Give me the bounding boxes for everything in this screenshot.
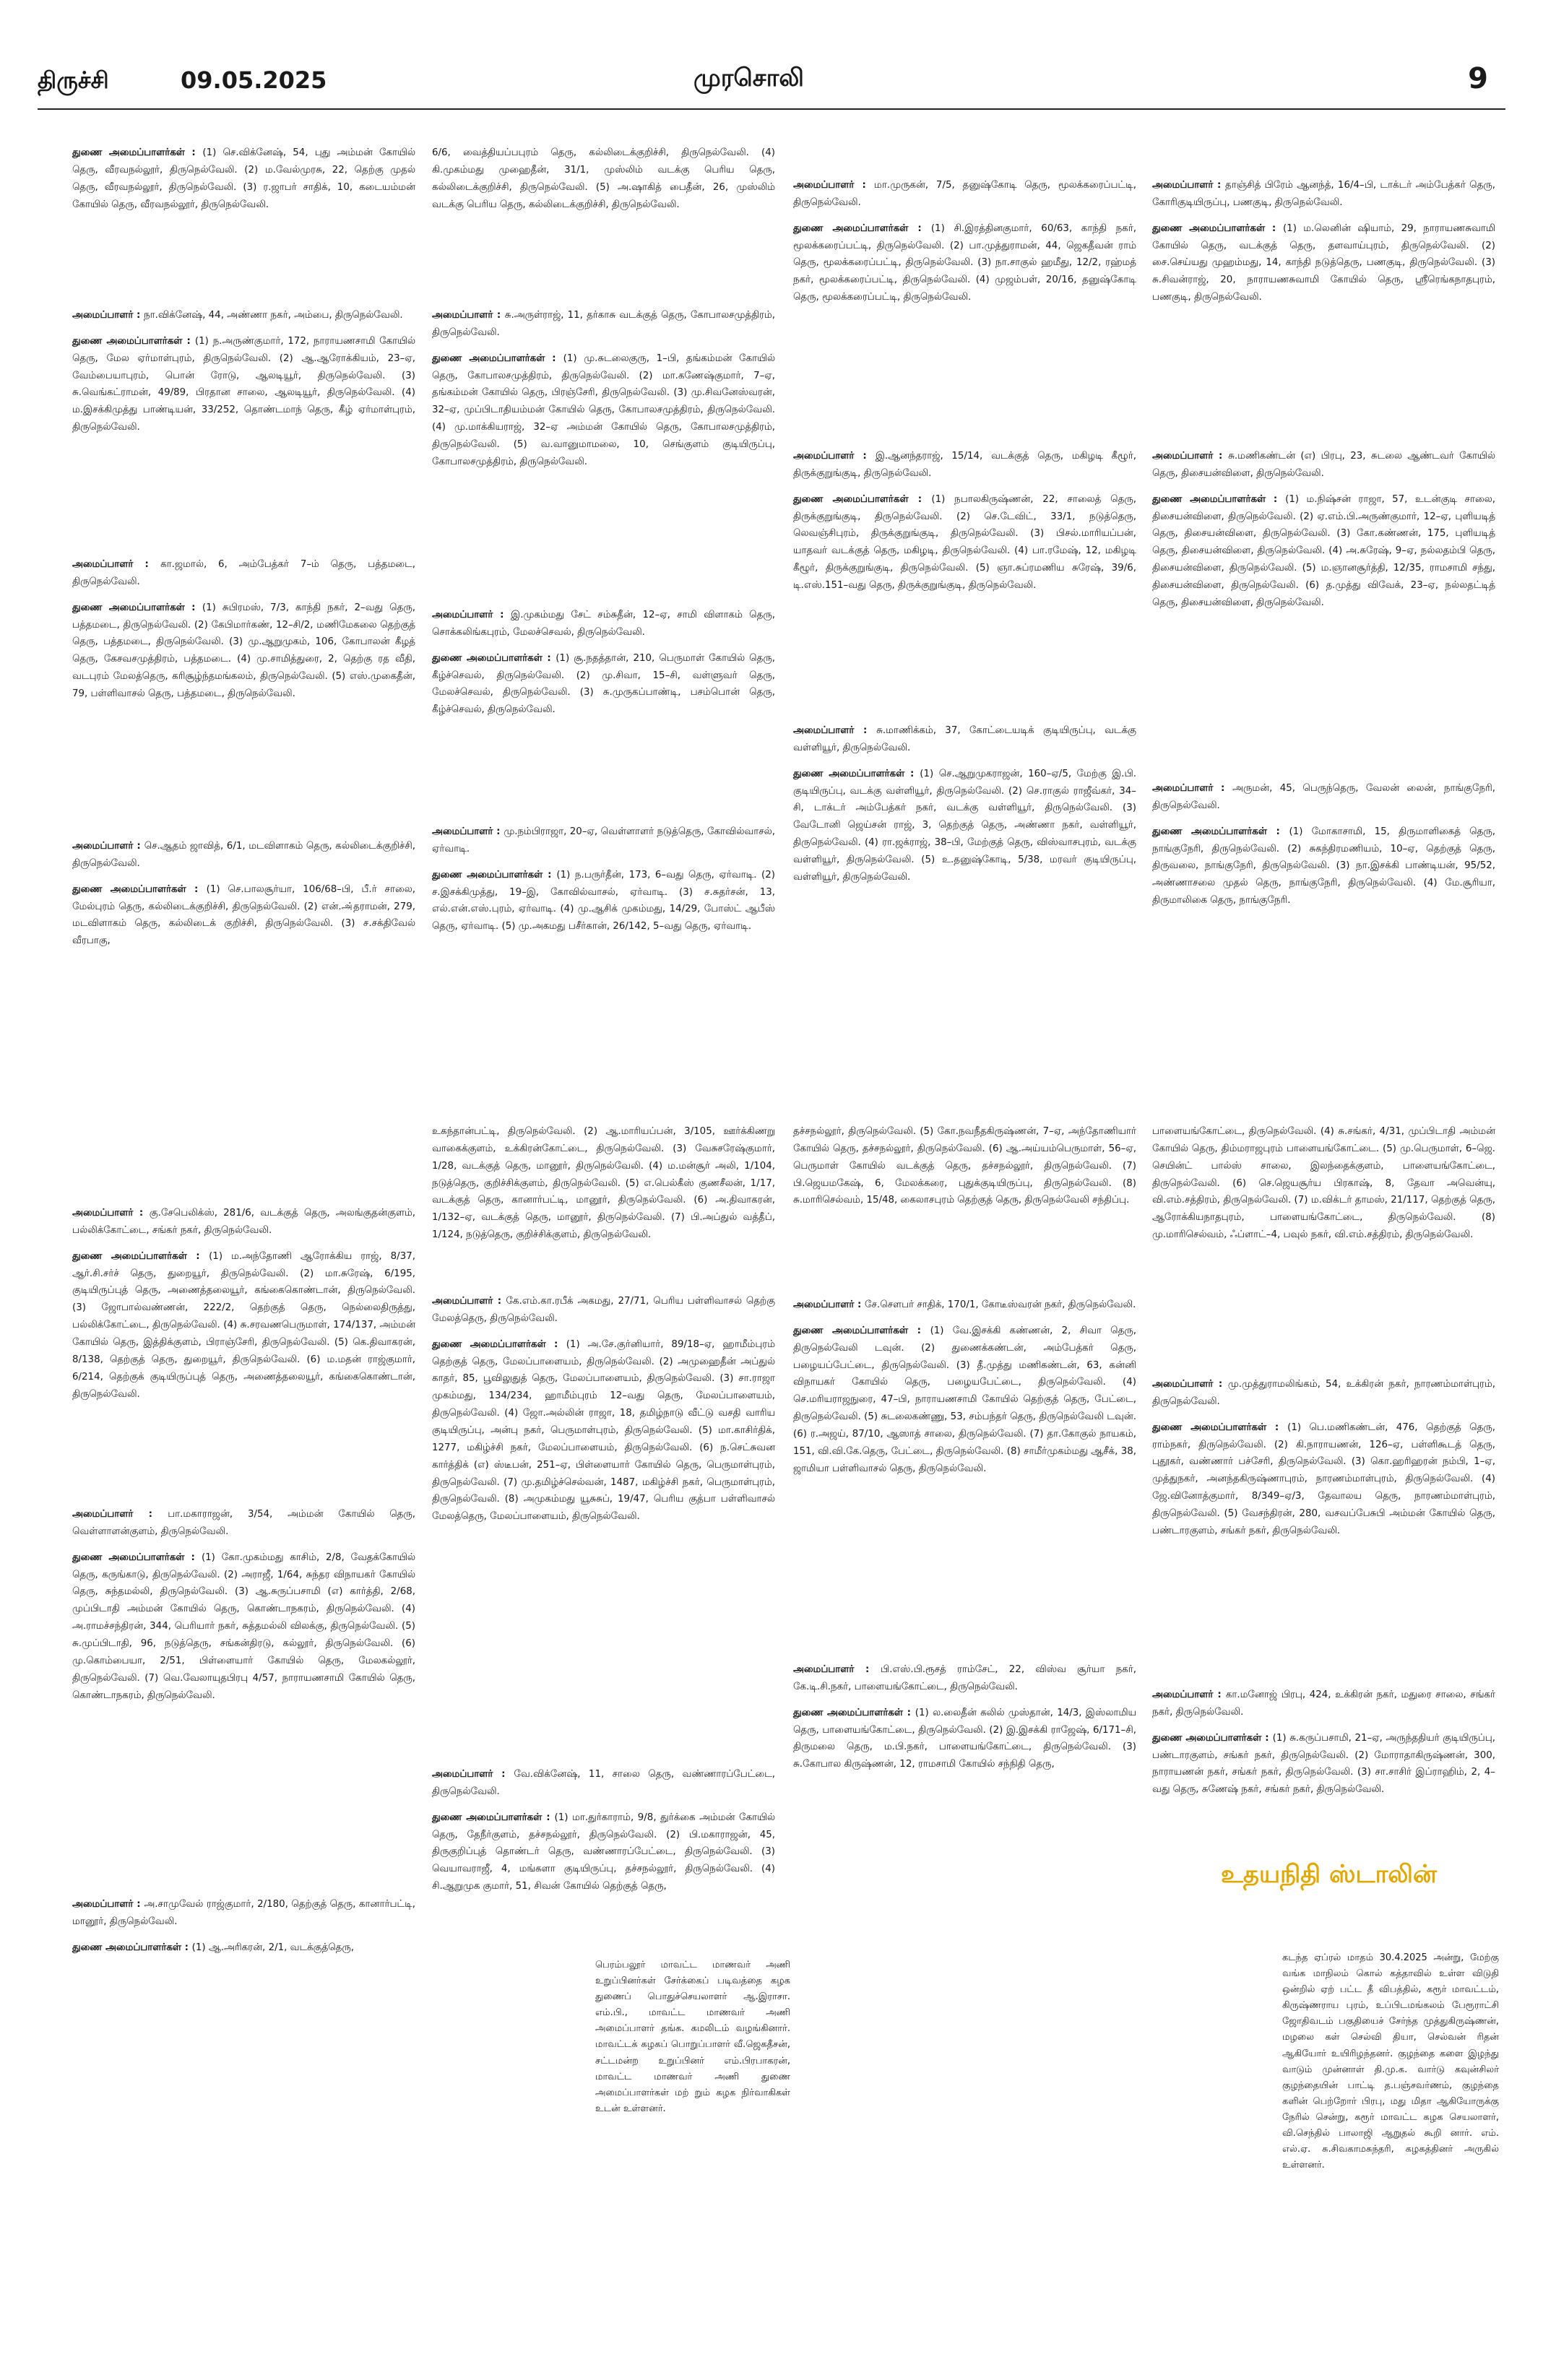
deputy-names: 6/6, வைத்தியப்பபுரம் தெரு, கல்லிடைக்குறிச்சி, திருநெல்வேலி. (4) கி.முகம்மது முஹைதீன், 31/1, முஸ்லிம் வடக்கு பெரிய தெரு, கல்லிடைக்குறிச்சி, திருநெல்வேலி. (5) அ.ஷாகித் பைதீன், 26, முஸ்லிம் வடக்கு பெரிய தெரு, கல்லிடைக்குறிச்சி, திருநெல்வேலி. <box>432 147 775 210</box>
deputy-label: துணை அமைப்பாளர்கள் : <box>793 1325 930 1336</box>
appointment-block <box>432 1293 775 1534</box>
appointment-block <box>432 307 775 480</box>
deputy-label: துணை அமைப்பாளர்கள் : <box>432 352 563 364</box>
deputy-entry <box>432 1123 775 1244</box>
appointment-block <box>793 722 1136 895</box>
deputy-label: துணை அமைப்பாளர்கள் : <box>793 1707 915 1718</box>
organizer-label: அமைப்பாளர் : <box>72 1899 144 1910</box>
deputy-names: (1) ம.அந்தோணி ஆரோக்கிய ராஜ், 8/37, ஆர்.சி.சர்ச் தெரு, துறையூர், திருநெல்வேலி. (2) மா.சுரேஷ், 6/195, குடியிருப்புத் தெரு, அணைத்தலையூர், கங்கைகொண்டான், திருநெல்வேலி. (3) ஜோபால்வண்ணன், 222/2, தெற்குத் தெரு, நெல்லைதிருத்து, பல்லிக்கோட்டை, திருநெல்வேலி. (4) சு.சரவணபெருமாள், 174/137, அம்மன் கோயில் தெரு, இத்திக்குளம், பிராஞ்சேரி, திருநெல்வேலி. (5) கெ.திவாகரன், 8/138, தெற்குத் தெரு, துறையூர், திருநெல்வேலி. (6) ம.மதன் ராஜ்குமார், 6/214, தெற்குக் குடியிருப்புத் தெரு, அணைத்தலையூர், கங்கைகொண்டான், திருநெல்வேலி. <box>72 1250 415 1400</box>
organizer-entry <box>432 823 775 858</box>
page-number: 9 <box>1468 62 1488 95</box>
organizer-label: அமைப்பாளர் : <box>1152 783 1233 794</box>
appointment-block <box>72 1506 415 1713</box>
appointment-block <box>793 1297 1136 1487</box>
deputy-entry <box>432 144 775 213</box>
deputy-label: துணை அமைப்பாளர்கள் : <box>1152 826 1289 837</box>
deputy-label: துணை அமைப்பாளர்கள் : <box>72 883 207 895</box>
edition-date: 09.05.2025 <box>181 66 327 94</box>
appointment-block <box>432 823 775 944</box>
organizer-entry <box>72 556 415 591</box>
organizer-label: அமைப்பாளர் : <box>793 1664 881 1675</box>
appointment-block <box>432 1123 775 1252</box>
deputy-names: (1) மா.துர்காராம், 9/8, துர்க்கை அம்மன் கோயில் தெரு, தேநீர்குளம், தச்சநல்லூர், திருநெல்வேலி. (2) பி.மகாராஜன், 45, திருகுறிப்புத் தொண்டர் தெரு, வண்ணாரப்பேட்டை, திருநெல்வேலி. (3) வெயாவராஜீ, 4, மங்களா குடியிருப்பு, தச்சநல்லூர், திருநெல்வேலி. (4) சி.ஆறுமுக குமார், 51, சிவன் கோயில் தெற்குத் தெரு, <box>432 1812 775 1892</box>
deputy-names: (1) ம.நிஷ்சன் ராஜா, 57, உடன்குடி சாலை, திசையன்விளை, திருநெல்வேலி. (2) ஏ.எம்.பி.அருண்குமார், 12–ஏ, புளியடித் தெரு, திசையன்விளை, திருநெல்வேலி. (3) கோ.கண்ணன், 175, புளியடித் தெரு, திசையன்விளை, திருநெல்வேலி. (4) அ.சுரேஷ், 9–ஏ, நல்லதம்பி தெரு, திசையன்விளை, திருநெல்வேலி. (5) ம.ஞானசூர்த்தி, 12/35, ராமசாமி சந்து, திசையன்விளை, திருநெல்வேலி. (6) த.முத்து விவேக், 23–ஏ, நல்லதட்டித் தெரு, திசையன்விளை, திருநெல்வேலி. <box>1152 493 1495 608</box>
deputy-entry <box>72 1939 415 1957</box>
appointment-block <box>793 1661 1136 1782</box>
deputy-entry <box>72 333 415 436</box>
deputy-names: (1) ல.லைதீன் கலில் முஸ்தான், 14/3, இஸ்லாமிய தெரு, பாளையங்கோட்டை, திருநெல்வேலி. (2) இ.இசக்கி ராஜேஷ், 6/171–சி, திருமலை தெரு, ம.பி.நகர், பாளையங்கோட்டை, திருநெல்வேலி. (3) சு.கோபால கிருஷ்ணன், 12, ராமசாமி கோயில் சந்நிதி தெரு, <box>793 1707 1136 1770</box>
organizer-label: அமைப்பாளர் : <box>432 1296 506 1307</box>
deputy-entry <box>72 1549 415 1705</box>
deputy-names: பாளையங்கோட்டை, திருநெல்வேலி. (4) சு.சங்கர், 4/31, முப்பிடாதி அம்மன் கோயில் தெரு, திம்மராஜபுரம் பாளையங்கோட்டை. (5) மு.பெருமாள், 6–ஜெ. செயின்ட் பால்ஸ் சாலை, இலந்தைக்குளம், பாளையங்கோட்டை, திருநெல்வேலி. (6) செ.ஜெயசூர்ய பிரகாஷ், 8, தேவா அவென்யு, வி.எம்.சத்திரம், திருநெல்வேலி. (7) ம.விக்டர் தாமஸ், 21/117, தெற்குத் தெரு, ஆரோக்கியநாதபுரம், பாளையங்கோட்டை, திருநெல்வேலி. (8) மு.மாரிசெல்வம், ஃப்ளாட்–4, பவுல் நகர், வி.எம்.சத்திரம், திருநெல்வேலி. <box>1152 1126 1495 1241</box>
organizer-name: நா.விக்னேஷ், 44, அண்ணா நகர், அம்பை, திருநெல்வேலி. <box>144 310 403 321</box>
appointment-block <box>432 144 775 222</box>
deputy-entry <box>72 600 415 703</box>
photo-caption-karur: கடந்த ஏப்ரல் மாதம் 30.4.2025 அன்று, மேற்கு வங்க மாநிலம் கொல் கத்தாவில் உள்ள விடுதி ஒன்றில் ஏற் பட்ட தீ விபத்தில், கரூர் மாவட்டம், கிருஷ்ணராய புரம், உப்பிடமங்கலம் பேரூராட்சி ஜோதிவடம் பகுதியைச் சேர்ந்த முத்துகிருஷ்ணன், மழலை கள் செல்வி தியா, செல்வன் ரிதன் ஆகியோர் உயிரிழந்தனர். குழந்தை களை இழந்து வாடும் முன்னாள் தி.மு.க. வார்டு கவுன்சிலர் குழந்தையின் பாட்டி த.பஞ்சவர்ணம், குழந்தை களின் பெற்றோர் பிரபு, மது மிதா ஆகியோருக்கு நேரில் சென்று, கரூர் மாவட்ட கழக செயலாளர், வி.செந்தில் பாலாஜி ஆறுதல் கூறி னார். எம். எல்.ஏ. சு.சிவகாமசுந்தரி, கழகத்தினர் அருகில் உள்ளனர். <box>1282 1952 1499 2171</box>
appointment-block <box>72 1205 415 1411</box>
deputy-names: (1) வே.இசக்கி கண்ணன், 2, சிவா தெரு, திருநெல்வேலி டவுன். (2) துணைக்கண்டன், அம்பேத்கர் தெரு, பழையப்பேட்டை, திருநெல்வேலி. (3) தீ.முத்து மணிகண்டன், 63, கன்னி விநாயகர் கோயில் தெரு, பழையபேட்டை, திருநெல்வேலி. (4) செ.மரியராஜநுரை, 47–பி, நாராயணசாமி கோயில் தெற்குத் தெரு, பேட்டை, திருநெல்வேலி. (5) சுடலைகண்ணு, 53, சம்பந்தர் தெரு, திருநெல்வேலி டவுன். (6) ர.அஜய், 87/10, ஆஸாத் சாலை, திருநெல்வேலி. (7) தா.கோகுல் நாயகம், 151, வி.வி.கே.தெரு, பேட்டை, திருநெல்வேலி. (8) சாமீர்முகம்மது ஆசீக், 38, ஜாமியா பள்ளிவாசல் தெரு, திருநெல்வேலி. <box>793 1325 1136 1474</box>
appointment-block <box>1152 780 1495 918</box>
organizer-name: சே.சௌபர் சாதிக், 170/1, கோடீஸ்வரன் நகர், திருநெல்வேலி. <box>865 1299 1136 1310</box>
deputy-label: துணை அமைப்பாளர்கள் : <box>793 768 920 779</box>
organizer-entry <box>1152 1376 1495 1411</box>
deputy-label: துணை அமைப்பாளர்கள் : <box>793 493 932 505</box>
deputy-label: துணை அமைப்பாளர்கள் : <box>1152 1421 1288 1433</box>
deputy-names: (1) மோகாசாமி, 15, திருமாளிகைத் தெரு, நாங்குநேரி, திருநெல்வேலி. (2) சுகந்திரமணியம், 10–ஏ, தெற்குத் தெரு, திருவலை, நாங்குநேரி, திருநெல்வேலி. (3) நா.இசக்கி பாண்டியன், 95/52, அண்ணாசலை முதல் தெரு, நாங்குநேரி, திருநெல்வேலி. (4) மே.சூரியா, திருமாலிகை தெரு, நாங்குநேரி. <box>1152 826 1495 906</box>
appointment-block <box>72 144 415 222</box>
deputy-entry <box>432 867 775 935</box>
appointment-block <box>793 1123 1136 1218</box>
deputy-names: தச்சநல்லூர், திருநெல்வேலி. (5) கோ.நவநீதகிருஷ்ணன், 7–ஏ, அந்தோணியார் கோயில் தெரு, தச்சநல்லூர், திருநெல்வேலி. (6) ஆ.அய்யம்பெருமாள், 56–ஏ, பெருமாள் கோயில் வடக்குத் தெரு, தச்சநல்லூர், திருநெல்வேலி. (7) பி.ஜெயமகேஷ், 6, மேலக்கரை, புதுக்குடியிருப்பு, திருநெல்வேலி. (8) சு.மாரிசெல்வம், 15/48, கைலாசபுரம் தெற்குத் தெரு, திருநெல்வேலி சந்திப்பு. <box>793 1126 1136 1206</box>
organizer-entry <box>793 1297 1136 1314</box>
organizer-label: அமைப்பாளர் : <box>72 1509 168 1520</box>
photo-caption-perambalur: பெரம்பலூர் மாவட்ட மாணவர் அணி உறுப்பினர்கள் சேர்க்கைப் படிவத்தை கழக துணைப் பொதுச்செயலாளர் ஆ.இராசா. எம்.பி., மாவட்ட மாணவர் அணி அமைப்பாளர் தங்க. கமலிடம் வழங்கினார். மாவட்டக் கழகப் பொறுப்பாளர் வீ.ஜெகதீசன், சட்டமன்ற உறுப்பினர் எம்.பிரபாகரன், மாவட்ட மாணவர் அணி துணை அமைப்பாளர்கள் மற் றும் கழக நிர்வாகிகள் உடன் உள்ளனர். <box>595 1960 790 2114</box>
deputy-entry <box>432 1336 775 1526</box>
organizer-label: அமைப்பாளர் : <box>432 610 511 620</box>
organizer-name: கா.ஜமால், 6, அம்பேத்கர் 7–ம் தெரு, பத்தமடை, திருநெல்வேலி. <box>72 559 416 587</box>
appointment-block <box>793 448 1136 603</box>
deputy-label: துணை அமைப்பாளர்கள் : <box>72 147 203 158</box>
deputy-entry <box>1152 1730 1495 1799</box>
deputy-entry <box>1152 491 1495 612</box>
organizer-entry <box>72 838 415 873</box>
deputy-entry <box>793 1123 1136 1209</box>
appointment-block <box>432 1766 775 1904</box>
deputy-names: (1) செ.ஆறுமுகராஜன், 160–ஏ/5, மேற்கு இ.பி. குடியிருப்பு, வடக்கு வள்ளியூர், திருநெல்வேலி. (2) செ.ராகுல் ராஜீவ்கர், 34–சி, டாக்டர் அம்பேத்கர் நகர், வடக்கு வள்ளியூர், திருநெல்வேலி. (3) வேடோனி ஜெய்சன் ராஜ், 3, தெற்குத் தெரு, அண்ணா நகர், வள்ளியூர், திருநெல்வேலி. (4) ரா.ஜக்ராஜ், 38–பி, மேற்குத் தெரு, விஸ்வாசபுரம், வடக்கு வள்ளியூர், திருநெல்வேலி. (5) உ.தனுஷ்கோடி, 5/38, மரவர் குடியிருப்பு, வள்ளியூர், திருநெல்வேலி. <box>793 768 1136 883</box>
organizer-entry <box>1152 177 1495 212</box>
deputy-entry <box>1152 1419 1495 1540</box>
deputy-names: (1) கோ.முகம்மது காசிம், 2/8, வேதக்கோயில் தெரு, கருங்காடு, திருநெல்வேலி. (2) அராஜீ, 1/64, சுந்தர விநாயகர் கோயில் தெரு, சுந்தமல்லி, திருநெல்வேலி. (3) ஆ.சுருப்பசாமி (எ) கார்த்தி, 2/68, முப்பிடாதி அம்மன் கோயில் தெரு, கொண்டாநகரம், திருநெல்வேலி. (4) அ.ராமச்சந்திரன், 344, பெரியார் நகர், சுத்தமல்லி விலக்கு, திருநெல்வேலி. (5) சு.முப்பிடாதி, 96, நடுத்தெரு, சங்கன்திரடு, கல்லூர், திருநெல்வேலி. (6) மு.கொம்பையா, 2/51, பிள்ளையார் கோயில் தெரு, மேலகல்லூர், திருநெல்வேலி. (7) வெ.வேலாயுதபிரபு 4/57, நாராயணசாமி கோயில் தெரு, கொண்டாநகரம், திருநெல்வேலி. <box>72 1552 415 1701</box>
signature: உதயநிதி ஸ்டாலின் <box>1221 1860 1437 1889</box>
organizer-entry <box>793 177 1136 212</box>
appointment-block <box>1152 1123 1495 1252</box>
organizer-entry <box>72 1896 415 1931</box>
organizer-name: கா.மனோஜ் பிரபு, 424, உக்கிரன் நகர், மதுரை சாலை, சங்கர் நகர், திருநெல்வேலி. <box>1152 1689 1495 1718</box>
deputy-names: (1) சு.கருப்பசாமி, 21–ஏ, அருந்ததியர் குடியிருப்பு, பண்டாரகுளம், சங்கர் நகர், திருநெல்வேலி. (2) மோராதாகிருஷ்ணன், 300, நாராயணன் நகர், சங்கர் நகர், திருநெல்வேலி. (3) சா.சாசிர் இப்ராஹிம், 2, 4–வது தெரு, சுணேஷ் நகர், சங்கர் நகர், திருநெல்வேலி. <box>1152 1732 1495 1796</box>
deputy-label: துணை அமைப்பாளர்கள் : <box>72 1942 192 1953</box>
deputy-names: (1) சூ.நதத்தான், 210, பெருமாள் கோயில் தெரு, கீழ்ச்செவல், திருநெல்வேலி. (2) மு.சிவா, 15–சி, வள்ளுவர் தெரு, மேலச்செவல், திருநெல்வேலி. (3) சு.முருகப்பாண்டி, பசம்பொன் தெரு, கீழ்ச்செவல், திருநெல்வேலி. <box>432 652 775 716</box>
deputy-names: (1) அ.சே.குர்னியார், 89/18–ஏ, ஹாமீம்புரம் தெற்குத் தெரு, மேலப்பாளையம், திருநெல்வேலி. (2) அமுஹைதீன் அப்துல் காதர், 85, பூவிலுதுத் தெரு, மேலப்பாளையம், திருநெல்வேலி. (3) சா.ராஜா முகம்மது, 134/234, ஹாமீம்புரம் 12–வது தெரு, மேலப்பாளையம், திருநெல்வேலி. (4) ஜோ.அல்லின் ராஜா, 18, தமிழ்நாடு வீட்டு வசதி வாரிய குடியிருப்பு, அன்பு நகர், பெருமாள்புரம், திருநெல்வேலி. (5) மா.காசிர்திக், 1277, மகிழ்ச்சி நகர், மேலப்பாளையம், திருநெல்வேலி. (6) ந.செட்சுவன கார்த்திக் (எ) ஸ்டீபன், 251–ஏ, பிள்ளையார் கோயில் தெரு, பெருமாள்புரம், திருநெல்வேலி. (7) மு.தமிழ்ச்செல்வன், 1487, மகிழ்ச்சி நகர், பெருமாள்புரம், திருநெல்வேலி. (8) அமுகம்மது யூசுசுப், 19/47, பெரிய குத்பா பள்ளிவாசல் மேலத்தெரு, மேலப்பாளையம், திருநெல்வேலி. <box>432 1338 775 1523</box>
organizer-name: மு.முத்துராமலிங்கம், 54, உக்கிரன் நகர், நாரணம்மாள்புரம், திருநெல்வேலி. <box>1152 1379 1496 1407</box>
deputy-entry <box>1152 220 1495 306</box>
organizer-label: அமைப்பாளர் : <box>1152 1379 1228 1390</box>
deputy-entry <box>72 1248 415 1403</box>
organizer-name: சு.அருள்ராஜ், 11, தர்காசு வடக்குத் தெரு, கோபாலசமுத்திரம், திருநெல்வேலி. <box>432 310 775 338</box>
appointment-block <box>793 177 1136 315</box>
organizer-name: கே.எம்.கா.ரபீக் அகமது, 27/71, பெரிய பள்ளிவாசல் தெற்கு மேலத்தெரு, திருநெல்வேலி. <box>432 1296 775 1324</box>
organizer-entry <box>432 307 775 342</box>
edition-city: திருச்சி <box>38 66 109 94</box>
organizer-label: அமைப்பாளர் : <box>1152 180 1225 191</box>
organizer-name: பா.மகாராஜன், 3/54, அம்மன் கோயில் தெரு, வெள்ளாளன்குளம், திருநெல்வேலி. <box>72 1509 415 1537</box>
organizer-entry <box>72 307 415 324</box>
organizer-name: அருமன், 45, பெருந்தெரு, வேலன் லைன், நாங்குநேரி, திருநெல்வேலி. <box>1152 783 1495 811</box>
organizer-entry <box>793 448 1136 483</box>
deputy-names: (1) செ.விக்னேஷ், 54, புது அம்மன் கோயில் தெரு, வீரவநல்லூர், திருநெல்வேலி. (2) ம.வேல்முரசு, 22, தெற்கு முதல் தெரு, வீரவநல்லூர், திருநெல்வேலி. (3) ர.ஜாபர் சாதிக், 10, கடையம்மன் கோயில் தெரு, வீரவநல்லூர், திருநெல்வேலி. <box>72 147 415 210</box>
deputy-entry <box>793 766 1136 886</box>
organizer-entry <box>72 1205 415 1239</box>
deputy-label: துணை அமைப்பாளர்கள் : <box>1152 1732 1273 1744</box>
organizer-name: சு.மணிகண்டன் (எ) பிரபு, 23, சுடலை ஆண்டவர் கோயில் தெரு, திசையன்விளை, திருநெல்வேலி. <box>1152 451 1495 479</box>
organizer-label: அமைப்பாளர் : <box>432 310 505 321</box>
organizer-label: அமைப்பாளர் : <box>1152 1689 1226 1700</box>
deputy-names: (1) சுபிரமஸ், 7/3, காந்தி நகர், 2–வது தெரு, பத்தமடை, திருநெல்வேலி. (2) கேபிமார்கண், 12–சி/2, மணிமேகலை தெற்குத் தெரு, பத்தமடை, திருநெல்வேலி. (3) மு.ஆறுமுகம், 106, கோபாலன் கீழத் தெரு, கேசவசமுத்திரம், பத்தமடை. (4) மு.சாமித்துரை, 2, தெற்கு ரத வீதி, வடபுரம் மேலத்தெரு, கரிசூழ்ந்தமங்கலம், திருநெல்வேலி. (5) எஸ்.முகைதீன், 79, பள்ளிவாசல் தெரு, பத்தமடை, திருநெல்வேலி. <box>72 602 415 700</box>
deputy-names: (1) பெ.மணிகண்டன், 476, தெற்குத் தெரு, ராம்நகர், திருநெல்வேலி. (2) கி.நாராயணன், 126–ஏ, பள்ளிகூடத் தெரு, புதூகர், வண்ணார் பச்சேரி, திருநெல்வேலி. (3) கொ.ஹரிஹரன் நம்பி, 1–ஏ, முத்துநகர், அனந்தகிருஷ்ணாபுரம், நாரணம்மாள்புரம், திருநெல்வேலி. (4) ஜே.வினோத்குமார், 8/349–ஏ/3, தேவாலய தெரு, நாரணம்மாள்புரம், திருநெல்வேலி. (5) வேசந்திரன், 280, வசவப்பேசுபி அம்மன் கோயில் தெரு, பண்டாரகுளம், சங்கர் நகர், திருநெல்வேலி. <box>1152 1421 1495 1536</box>
organizer-label: அமைப்பாளர் : <box>793 725 877 736</box>
deputy-entry <box>432 1809 775 1895</box>
organizer-label: அமைப்பாளர் : <box>793 451 876 462</box>
organizer-name: மா.முருகன், 7/5, தனுஷ்கோடி தெரு, மூலக்கரைப்பட்டி, திருநெல்வேலி. <box>793 180 1136 208</box>
deputy-label: துணை அமைப்பாளர்கள் : <box>72 1552 202 1563</box>
appointment-block <box>72 838 415 959</box>
appointment-block <box>1152 1687 1495 1807</box>
deputy-names: (1) செ.பாலசூர்யா, 106/68–பி, பீ.ர் சாலை, மேல்புரம் தெரு, கல்லிடைக்குறிச்சி, திருநெல்வேலி. (2) என்.அ்தராமன், 279, மடவிளாகம் தெரு, கல்லிடைக் குறிச்சி, திருநெல்வேலி. (3) ச.சக்திவேல் வீரபாகு, <box>72 883 415 947</box>
deputy-names: (1) ம.லெனின் ஷியாம், 29, நாராயணசுவாமி கோயில் தெரு, வடக்குத் தெரு, தளவாய்புரம், திருநெல்வேலி. (2) சை.செய்யது முஹம்மது, 14, காந்தி நடுத்தெரு, பணகுடி, திருநெல்வேலி. (3) சு.சிவன்ராஜ், 20, நாராயணசுவாமி கோயில் தெரு, ஸ்ரீரெங்கநாதபுரம், பணகுடி, திருநெல்வேலி. <box>1152 222 1495 303</box>
organizer-entry <box>72 1506 415 1541</box>
deputy-label: துணை அமைப்பாளர்கள் : <box>1152 222 1283 234</box>
deputy-entry <box>1152 823 1495 909</box>
deputy-entry <box>793 1323 1136 1478</box>
appointment-block <box>72 307 415 445</box>
deputy-names: (1) ந.அருண்குமார், 172, நாராயணசாமி கோயில் தெரு, மேல ஏர்மாள்புரம், திருநெல்வேலி. (2) ஆ.ஆரோக்கியம், 23–ஏ, வேம்பையாபுரம், பொன் ரோடு, ஆலடியூர், திருநெல்வேலி. (3) சு.வெங்கட்ராமன், 49/89, பிரதான சாலை, ஆலடியூர், திருநெல்வேலி. (4) ம.இசக்கிமுத்து பாண்டியன், 33/252, தொண்டமாந் தெரு, கீழ் ஏர்மாள்புரம், திருநெல்வேலி. <box>72 335 415 433</box>
organizer-entry <box>793 722 1136 757</box>
deputy-label: துணை அமைப்பாளர்கள் : <box>72 1250 209 1262</box>
organizer-entry <box>793 1661 1136 1696</box>
deputy-entry <box>793 1705 1136 1773</box>
organizer-entry <box>1152 780 1495 815</box>
appointment-block <box>72 556 415 711</box>
appointment-block <box>72 1896 415 1965</box>
deputy-label: துணை அமைப்பாளர்கள் : <box>432 1812 555 1823</box>
deputy-label: துணை அமைப்பாளர்கள் : <box>1152 493 1286 505</box>
deputy-label: துணை அமைப்பாளர்கள் : <box>432 1338 566 1350</box>
deputy-label: துணை அமைப்பாளர்கள் : <box>432 869 557 880</box>
deputy-names: (1) சி.இரத்தினகுமார், 60/63, காந்தி நகர், மூலக்கரைப்பட்டி, திருநெல்வேலி. (2) பா.முத்துராமன், 44, ஜெகதீவன் ராம் தெரு, மூலக்கரைப்பட்டி, திருநெல்வேலி. (3) நா.சாகுல் ஹமீது, 12/2, ரஹ்மத் நகர், மூலக்கரைப்பட்டி, திருநெல்வேலி. (4) முஜம்பள், 20/16, தனுஷ்கோடி தெரு, மூலக்கரைப்பட்டி, திருநெல்வேலி. <box>793 222 1136 303</box>
organizer-entry <box>1152 1687 1495 1721</box>
organizer-entry <box>432 1293 775 1328</box>
deputy-entry <box>793 491 1136 594</box>
deputy-entry <box>793 220 1136 306</box>
organizer-label: அமைப்பாளர் : <box>72 310 144 321</box>
organizer-label: அமைப்பாளர் : <box>72 841 144 852</box>
organizer-name: அ.சாமுவேல் ராஜ்குமார், 2/180, தெற்குத் தெரு, கானார்பட்டி, மானூர், திருநெல்வேலி. <box>72 1899 415 1927</box>
deputy-names: (1) நபாலகிருஷ்ணன், 22, சாலைத் தெரு, திருக்குறுங்குடி, திருநெல்வேலி. (2) செ.டேவிட், 33/1, நடுத்தெரு, லெவஞ்சிபுரம், திருக்குறுங்குடி, திருநெல்வேலி. (3) பிசல்.மாரியப்பன், யாதவர் வடக்குத் தெரு, மகிழடி, திருநெல்வேலி. (4) பா.ரமேஷ், 12, மகிழடி கீழூர், திருக்குறுங்குடி, திருநெல்வேலி. (5) ஞா.சுப்ரமணிய சுரேஷ், 39/6, டி.எஸ்.151–வது தெரு, திருக்குறுங்குடி, திருநெல்வேலி. <box>793 493 1136 592</box>
appointment-block <box>1152 448 1495 620</box>
organizer-name: சு.மாணிக்கம், 37, கோட்டையடிக் குடியிருப்பு, வடக்கு வள்ளியூர், திருநெல்வேலி. <box>793 725 1136 753</box>
newspaper-name: முரசொலி <box>693 64 804 92</box>
deputy-names: (1) மு.சுடலைகுரு, 1–பி, தங்கம்மன் கோயில் தெரு, கோபாலசமுத்திரம், திருநெல்வேலி. (2) மா.கணேஷ்குமார், 7–ஏ, தங்கம்மன் கோயில் தெரு, பிரஞ்சேரி, திருநெல்வேலி. (3) மு.சிவனேஸ்வரன், 32–ஏ, முப்பிடாதியம்மன் கோயில் தெரு, கோபாலசமுத்திரம், திருநெல்வேலி. (4) மு.மாக்கியராஜ், 32–ஏ அம்மன் கோயில் தெரு, கோபாலசமுத்திரம், திருநெல்வேலி. (5) வ.வானுமாமலை, 10, செங்குளம் குடியிருப்பு, கோபாலசமுத்திரம், திருநெல்வேலி. <box>432 352 775 467</box>
organizer-name: மு.நம்பிராஜா, 20–ஏ, வெள்ளாளர் நடுத்தெரு, கோவில்வாசல், ஏர்வாடி. <box>432 826 775 854</box>
deputy-label: துணை அமைப்பாளர்கள் : <box>72 335 195 347</box>
deputy-label: துணை அமைப்பாளர்கள் : <box>72 602 202 613</box>
deputy-entry <box>1152 1123 1495 1244</box>
deputy-names: (1) ந.பருர்தீன், 173, 6–வது தெரு, ஏர்வாடி. (2) ச.இசக்கிமுத்து, 19–இ, கோவில்வாசல், ஏர்வாடி. (3) ச.சுதர்சன், 13, எல்.என்.எஸ்.புரம், ஏர்வாடி. (4) மு.ஆசிக் முகம்மது, 14/29, போஸ்ட் ஆபீஸ் தெரு, ஏர்வாடி. (5) மு.அகமது பசீர்கான், 26/142, 5–வது தெரு, ஏர்வாடி. <box>432 869 775 932</box>
organizer-name: கு.சேபெலிக்ஸ், 281/6, வடக்குத் தெரு, அலங்குதன்குளம், பல்லிக்கோட்டை, சங்கர் நகர், திருநெல்வேலி. <box>72 1208 415 1236</box>
organizer-entry <box>432 1766 775 1801</box>
appointment-block <box>432 607 775 727</box>
organizer-entry <box>1152 448 1495 483</box>
organizer-name: வே.விக்னேஷ், 11, சாலை தெரு, வண்ணாரப்பேட்டை, திருநெல்வேலி. <box>432 1769 776 1797</box>
appointment-block <box>1152 177 1495 315</box>
deputy-entry <box>432 650 775 719</box>
organizer-label: அமைப்பாளர் : <box>432 826 504 837</box>
organizer-label: அமைப்பாளர் : <box>72 1208 150 1219</box>
organizer-name: தாஞ்சித் பிரேம் ஆனந்த், 16/4–பி, டாக்டர் அம்பேத்கர் தெரு, கோரிகுடியிருப்பு, பணகுடி, திருநெல்வேலி. <box>1152 180 1495 208</box>
organizer-name: பி.எஸ்.பி.ரூசத் ராம்சேட், 22, விஸ்வ சூர்யா நகர், கே.டி.சி.நகர், பாளையங்கோட்டை, திருநெல்வேலி. <box>793 1664 1136 1692</box>
deputy-names: உகந்தான்பட்டி, திருநெல்வேலி. (2) ஆ.மாரியப்பன், 3/105, ஊர்க்கிணறு வாகைக்குளம், உக்கிரன்கோட்டை, திருநெல்வேலி. (3) வேசுசரேஷ்குமார், 1/28, வடக்குத் தெரு, மானூர், திருநெல்வேலி. (4) ம.மன்சூர் அலி, 1/104, நடுத்தெரு, குறிச்சிக்குளம், திருநெல்வேலி. (5) எ.பெல்கீஸ் குணசீலன், 1/17, வடக்குத் தெரு, கானார்பட்டி, மானூர், திருநெல்வேலி. (6) அ.திவாகரன், 1/132–ஏ, வடக்குத் தெரு, மானூர், திருநெல்வேலி. (7) பி.அப்துல் வத்தீப், 1/124, நடுத்தெரு, குறிச்சிக்குளம், திருநெல்வேலி. <box>432 1126 775 1241</box>
deputy-label: துணை அமைப்பாளர்கள் : <box>432 652 556 664</box>
deputy-entry <box>72 881 415 950</box>
organizer-name: செ.ஆதம் ஜாவித், 6/1, மடவிளாகம் தெரு, கல்லிடைக்குறிச்சி, திருநெல்வேலி. <box>72 841 416 869</box>
organizer-name: இ.முகம்மது சேட் சம்சுதீன், 12–ஏ, சாமி விளாகம் தெரு, சொக்கலிங்கபுரம், மேலச்செவல், திருநெல்வேலி. <box>432 610 775 638</box>
deputy-names: (1) ஆ.அரிகரன், 2/1, வடக்குத்தெரு, <box>191 1942 355 1953</box>
organizer-name: இ.ஆனந்தராஜ், 15/14, வடக்குத் தெரு, மகிழடி கீழூர், திருக்குறுங்குடி, திருநெல்வேலி. <box>793 451 1136 479</box>
organizer-label: அமைப்பாளர் : <box>432 1769 514 1780</box>
organizer-entry <box>432 607 775 641</box>
organizer-label: அமைப்பாளர் : <box>72 559 161 570</box>
organizer-label: அமைப்பாளர் : <box>1152 451 1229 462</box>
deputy-label: துணை அமைப்பாளர்கள் : <box>793 222 931 234</box>
organizer-label: அமைப்பாளர் : <box>793 1299 865 1310</box>
deputy-entry <box>432 350 775 471</box>
appointment-block <box>1152 1376 1495 1549</box>
deputy-entry <box>72 144 415 213</box>
organizer-label: அமைப்பாளர் : <box>793 180 875 191</box>
